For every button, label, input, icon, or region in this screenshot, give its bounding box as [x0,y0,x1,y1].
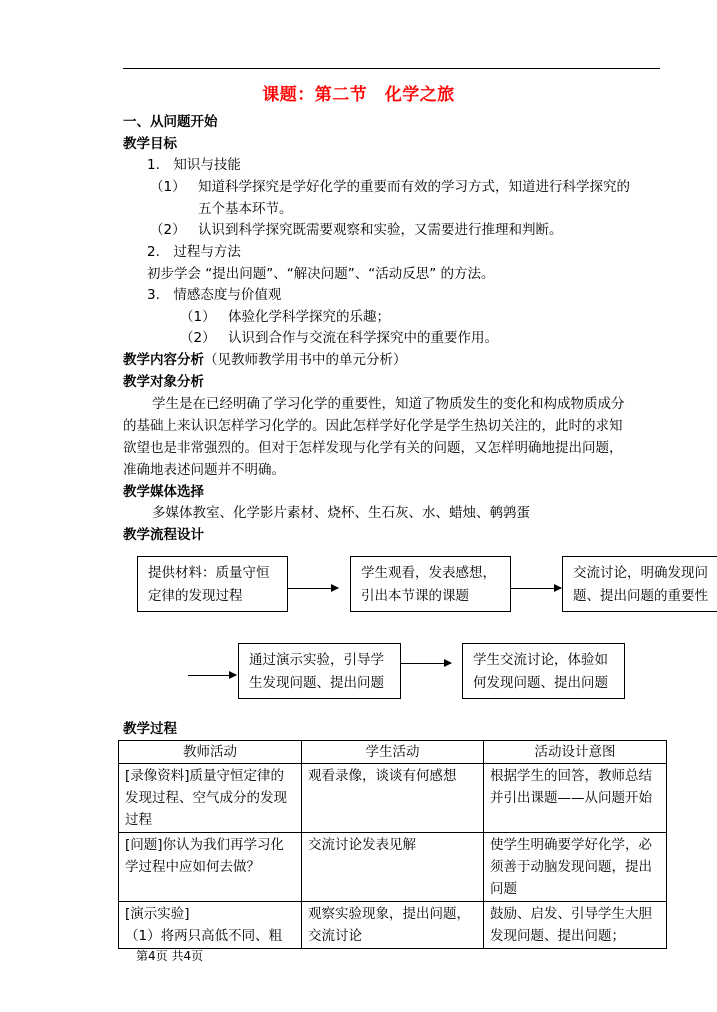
table-cell: 鼓励、启发、引导学生大胆发现问题、提出问题； [484,902,667,949]
section-heading: 一、从问题开始 [123,114,218,130]
goal-3-1-number: （1） [180,309,216,325]
process-table [118,740,667,949]
object-analysis-line: 的基础上来认识怎样学习化学的。因此怎样学好化学是学生热切关注的，此时的求知 [123,418,623,434]
goal-1: 1. 知识与技能 [147,157,241,173]
content-analysis-note: （见教师教学用书中的单元分析） [204,352,407,368]
table-cell: 观看录像，谈谈有何感想 [302,764,484,833]
table-row [119,764,667,833]
object-analysis-line: 欲望也是非常强烈的。但对于怎样发现与化学有关的问题，又怎样明确地提出问题， [123,440,623,456]
flow-arrow [288,588,338,589]
goal-3-2-number: （2） [180,330,216,346]
table-row [119,833,667,902]
flow-box-demonstration: 通过演示实验，引导学生发现问题、提出问题 [238,643,401,699]
object-analysis-line: 准确地表述问题并不明确。 [123,462,285,478]
flow-box-discussion: 交流讨论，明确发现问题、提出问题的重要性 [562,556,717,612]
page-title: 课题：第二节 化学之旅 [262,85,455,105]
column-header: 学生活动 [302,741,484,764]
content-analysis-heading: 教学内容分析 [123,352,204,368]
table-cell: 观察实验现象，提出问题，交流讨论 [302,902,484,949]
media-heading: 教学媒体选择 [123,484,204,500]
flow-arrow [188,675,236,676]
flow-arrow [511,588,561,589]
table-cell: [问题]你认为我们再学习化学过程中应如何去做？ [119,833,302,902]
flow-heading: 教学流程设计 [123,527,204,543]
table-row [119,902,667,949]
goal-1-2-number: （2） [150,222,186,238]
header-rule [123,68,660,69]
table-cell: 根据学生的回答，教师总结并引出课题——从问题开始 [484,764,667,833]
table-cell: [演示实验] （1）将两只高低不同、粗 [119,902,302,949]
table-cell: 使学生明确要学好化学，必须善于动脑发现问题，提出问题 [484,833,667,902]
goal-1-1-text-cont: 五个基本环节。 [198,201,293,217]
flow-arrow [401,663,451,664]
flow-box-students-watch: 学生观看，发表感想，引出本节课的课题 [350,556,511,612]
table-cell: [录像资料]质量守恒定律的发现过程、空气成分的发现过程 [119,764,302,833]
flow-box-student-exchange: 学生交流讨论，体验如何发现问题、提出问题 [462,643,625,699]
media-text: 多媒体教室、化学影片素材、烧杯、生石灰、水、蜡烛、鹌鹑蛋 [152,505,530,521]
object-analysis-line: 学生是在已经明确了学习化学的重要性，知道了物质发生的变化和构成物质成分 [152,396,625,412]
goal-1-1-text: 知道科学探究是学好化学的重要而有效的学习方式，知道进行科学探究的 [198,179,630,195]
goal-1-2-text: 认识到科学探究既需要观察和实验，又需要进行推理和判断。 [198,222,563,238]
table-cell: 交流讨论发表见解 [302,833,484,902]
goals-heading: 教学目标 [123,136,177,152]
goal-2: 2. 过程与方法 [147,244,241,260]
content-analysis [123,350,407,370]
column-header: 活动设计意图 [484,741,667,764]
goal-3-2-text: 认识到合作与交流在科学探究中的重要作用。 [228,330,498,346]
goal-1-1-number: （1） [150,179,186,195]
page-footer: 第4页 共4页 [136,949,204,963]
table-header-row [119,741,667,764]
process-heading: 教学过程 [123,721,177,737]
goal-2-text: 初步学会 “提出问题”、“解决问题”、“活动反思” 的方法。 [147,266,495,282]
flow-box-materials: 提供材料：质量守恒定律的发现过程 [137,556,288,612]
object-analysis-heading: 教学对象分析 [123,374,204,390]
goal-3: 3. 情感态度与价值观 [147,287,282,303]
goal-3-1-text: 体验化学科学探究的乐趣； [228,309,390,325]
column-header: 教师活动 [119,741,302,764]
